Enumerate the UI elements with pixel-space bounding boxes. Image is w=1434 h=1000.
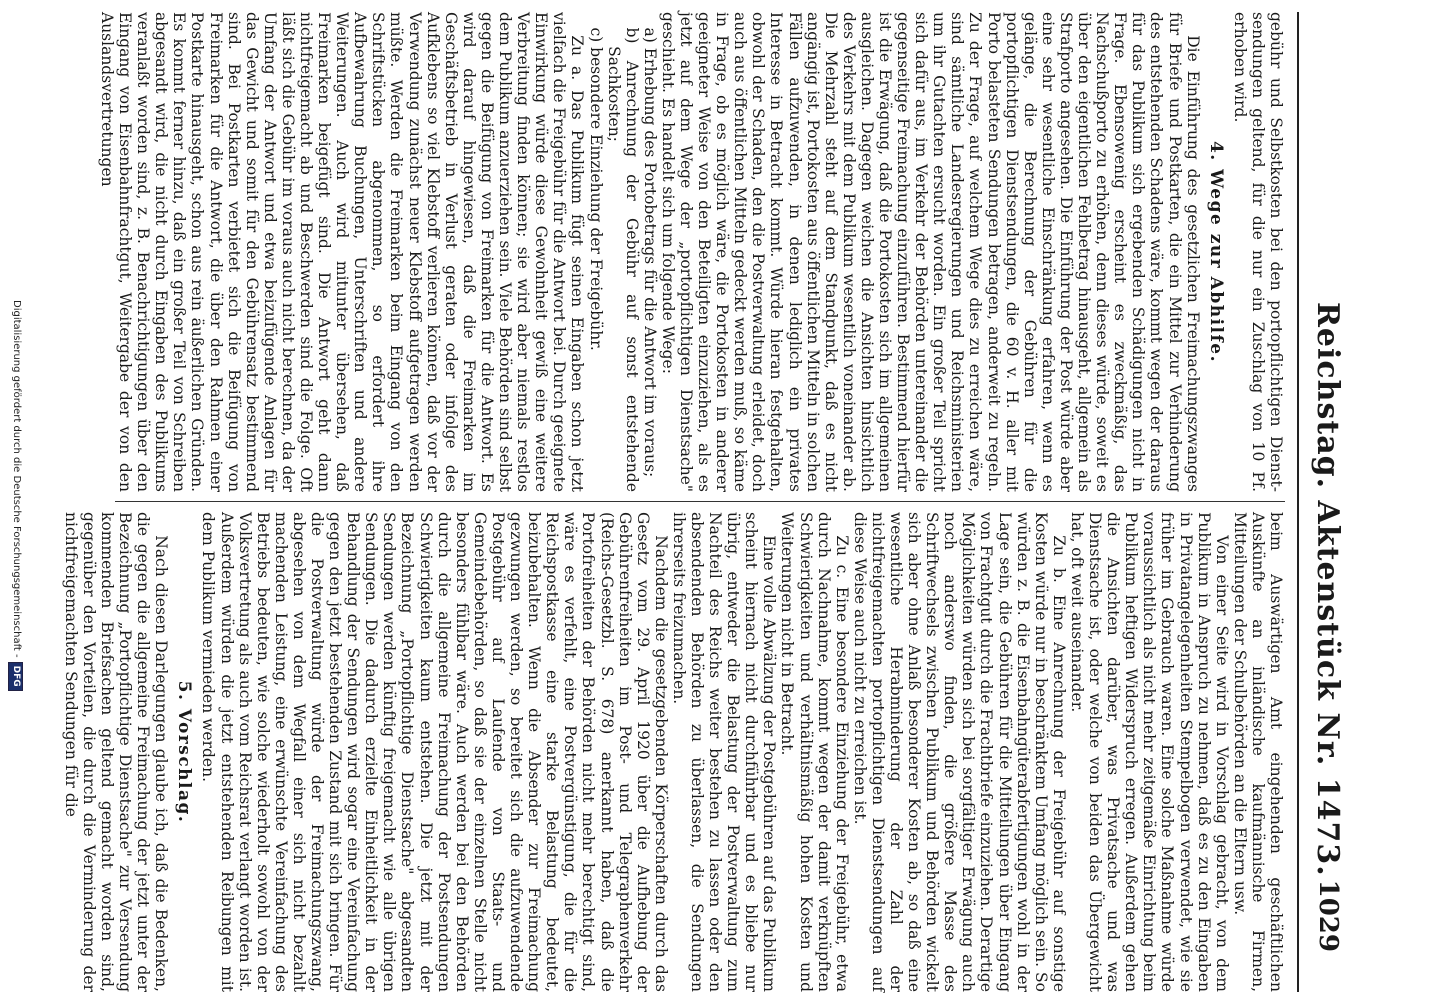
list-item: c) besondere Einziehung der Freigebühr. [586, 27, 605, 351]
paragraph: Zu a. Das Publikum fügt seinen Eingaben schon jetzt vielfach die Freigebühr für die Antwort bei. Durch geeignete Einwirkung würde diese Gewohnheit gewiß eine weitere Verbreitung finden können; sie wird aber niemals restlos dem Publikum anzuerziehen sein. Viele Behörden sind selbst gegen die Beifügung von Freimarken für die Antwort. Es wird darauf hingewiesen, daß die Freimarken im Geschäftsbetrieb in Verlust geraten oder infolge des Aufklebens so viel Klebstoff verlieren können, daß vor der Verwendung zunächst neuer Klebstoff aufgetragen werden müßte. Werden die Freimarken beim Eingang von den Schriftstücken abgenommen, so erfordert ihre Aufbewahrung Buchungen, Unterschriften und andere Weiterungen. Auch wird mitunter übersehen, daß Freimarken beigefügt sind. Die Antwort geht dann nichtfreigemacht ab und Beschwerden sind die Folge. Oft läßt sich die Gebühr im voraus auch nicht berechnen, da der Umfang der Antwort und etwa beizufügende Anlagen für das Gewicht und somit für den Gebührensatz bestimmend sind. Bei Postkarten verbietet sich die Beifügung von Freimarken für die Antwort, die über den Rahmen einer Postkarte hinausgeht, schon aus rein äußerlichen Gründen. Es kommt ferner hinzu, daß ein großer Teil von Schreiben abgesandt wird, die nicht durch Eingaben des Publikums veranlaßt worden sind, z. B. Benachrichtigungen über den Eingang von Eisenbahnfrachtgut, Weitergabe der von den Auslandsvertretungen [98, 12, 587, 492]
left-column [98, 12, 1285, 492]
paragraph: Von einer Seite wird in Vorschlag gebracht, von dem Publikum in Anspruch zu nehmen, daß es zu den Eingaben in Privatangelegenheiten Stempelbogen verwendet, wie sie früher im Gebrauch waren. Eine solche Maßnahme würde voraussichtlich als nicht mehr zeitgemäße Einrichtung beim Publikum heftigen Widerspruch erregen. Außerdem gehen die Ansichten darüber, was Privatsache und was Dienstsache ist, oder welche von beiden das Übergewicht hat, oft weit auseinander. [1067, 512, 1231, 992]
section-heading: 4. Wege zur Abhilfe. [1205, 140, 1226, 364]
digitization-credit [8, 300, 24, 980]
paragraph: Nach diesen Darlegungen glaube ich, daß die Bedenken, die gegen die allgemeine Freimachung der jetzt unter der Bezeichnung „Portopflichtige Dienstsache" zur Versendung kommenden Briefsachen geltend gemacht worden sind, gegenüber den Vorteilen, die durch die Verminderung der nichtfreigemachten Sendungen für die [61, 512, 171, 992]
paragraph: Nachdem die gesetzgebenden Körperschaften durch das Gesetz vom 29. April 1920 über die Aufhebung der Gebührenfreiheiten im Post- und Telegraphenverkehr (Reichs-Gesetzbl. S. 678) anerkannt haben, daß die Portofreiheiten der Behörden nicht mehr berechtigt sind, wäre es verfehlt, eine Postvergünstigung, die für die Reichspostkasse eine starke Belastung bedeutet, beizubehalten. Wenn die Absender zur Freimachung gezwungen werden, so bereitet sich die aufzuwendende Postgebühr auf Laufende von Staats- und Gemeindebehörden, so daß sie der einzelnen Stelle nicht besonders fühlbar wäre. Auch werden bei den Behörden durch die allgemeine Freimachung der Postsendungen Schwierigkeiten kaum entstehen. Die jetzt mit der Bezeichnung „Portopflichtige Dienstsache" abgesandten Sendungen werden künftig freigemacht wie alle übrigen Sendungen. Die dadurch erzielte Einheitlichkeit in der Behandlung der Sendungen wird sogar eine Vereinfachung gegen den jetzt bestehenden Zustand mit sich bringen. Für die Postverwaltung würde der Freimachungszwang, abgesehen von dem Wegfall einer sich nicht bezahlt machenden Leistung, eine erwünschte Vereinfachung des Betriebs bedeuten, wie solche wiederholt sowohl von der Volksvertretung als auch vom Reichsrat verlangt worden ist. Außerdem würden die jetzt entstehenden Reibungen mit dem Publikum vermieden werden. [199, 512, 670, 992]
paragraph: Eine volle Abwälzung der Postgebühren auf das Publikum scheint hiernach nicht durchführbar und es bliebe nur übrig, entweder die Belastung der Postverwaltung zum Nachteil des Reichs weiter bestehen zu lassen oder den absendenden Behörden zu überlassen, die Sendungen ihrerseits freizumachen. [669, 512, 779, 992]
dfg-logo-icon: DFG [8, 662, 23, 691]
page-number: 1029 [1313, 879, 1343, 952]
list-item: a) Erhebung des Portobetrags für die Antwort im voraus; [640, 27, 659, 478]
credit-text: Digitalisierung gefördert durch die Deutsche Forschungsgemeinschaft - [11, 300, 22, 658]
document-page [61, 12, 1355, 992]
paragraph: Zu c. Eine besondere Einziehung der Freigebühr, etwa durch Nachnahme, kommt wegen der damit verknüpften Schwierigkeiten und verhältnismäßig hohen Kosten und Weiterungen nicht in Betracht. [778, 512, 851, 992]
paragraph: Die Einführung des gesetzlichen Freimachungszwanges für Briefe und Postkarten, die ein Mittel zur Verhinderung des entstehenden Schadens wäre, kommt wegen der daraus für das Publikum sich ergebenden Schädigungen nicht in Frage. Ebensowenig erscheint es zweckmäßig, das Nachschußporto zu erhöhen, denn dieses würde, soweit es über den eigentlichen Fehlbetrag hinausgeht, allgemein als Strafporto angesehen. Die Einführung der Post würde aber eine sehr wesentliche Einschränkung erfahren, wenn es gelänge, die Berechnung der Gebühren für die portopflichtigen Dienstsendungen, die 60 v. H. aller mit Porto belasteten Sendungen betragen, anderweit zu regeln. Zu der Frage, auf welchem Wege dies zu erreichen wäre, sind sämtliche Landesregierungen und Reichsministerien um ihr Gutachten ersucht worden. Ein großer Teil spricht sich dafür aus, im Verkehr der Behörden untereinander die gegenseitige Freimachung einzuführen. Bestimmend hierfür ist die Erwägung, daß die Portokosten sich im allgemeinen ausgleichen. Dagegen weichen die Ansichten hinsichtlich des Verkehrs mit dem Publikum wesentlich voneinander ab. Die Mehrzahl steht auf dem Standpunkt, daß es nicht angängig ist, Portokosten aus öffentlichen Mitteln in solchen Fällen aufzuwenden, in denen lediglich ein privates Interesse in Betracht kommt. Würde hieran festgehalten, obwohl der Schaden, den die Postverwaltung erleidet, doch auch aus öffentlichen Mitteln gedeckt werden muß, so käme in Frage, ob es möglich wäre, die Portokosten in anderer geeigneter Weise von den Beteiligten einzuziehen, als es jetzt auf dem Wege der „portopflichtigen Dienstsache" geschieht. Es handelt sich um folgende Wege: [658, 12, 1202, 492]
paragraph: gebühr und Selbstkosten bei den portopflichtigen Dienst- sendungen geltend, für die nur ein Zuschlag von 10 Pf. erhoben wird. [1230, 12, 1285, 492]
header-rule [1297, 12, 1299, 992]
page-header-title: Reichstag. Aktenstück Nr. 1473. [1310, 302, 1345, 877]
column-divider [115, 501, 1285, 502]
paragraph: beim Auswärtigen Amt eingehenden geschäftlichen Auskünfte an inländische kaufmännische Firmen, Mitteilungen der Schulbehörden an die Eltern usw. [1230, 512, 1285, 992]
section-heading: 5. Vorschlag. [174, 680, 195, 824]
page-header [1305, 12, 1355, 992]
list-item: b) Anrechnung der Gebühr auf sonst entstehende Sachkosten; [604, 27, 641, 492]
right-column [61, 512, 1285, 992]
paragraph: Zu b. Eine Anrechnung der Freigebühr auf sonstige Kosten würde nur in beschränktem Umfang möglich sein. So würden z. B. die Eisenbahngüterabfertigungen wohl in der Lage sein, die Gebühren für die Mitteilungen über Eingang von Frachtgut durch die Frachtbriefe einzuziehen. Derartige Möglichkeiten würden sich bei sorgfältiger Erwägung auch noch anderswo finden, die größere Masse des Schriftwechsels zwischen Publikum und Behörden wickelt sich aber ohne Anlaß besonderer Kosten ab, so daß eine wesentliche Herabminderung der Zahl der nichtfreigemachten portopflichtigen Dienstsendungen auf diese Weise auch nicht zu erreichen ist. [850, 512, 1068, 992]
